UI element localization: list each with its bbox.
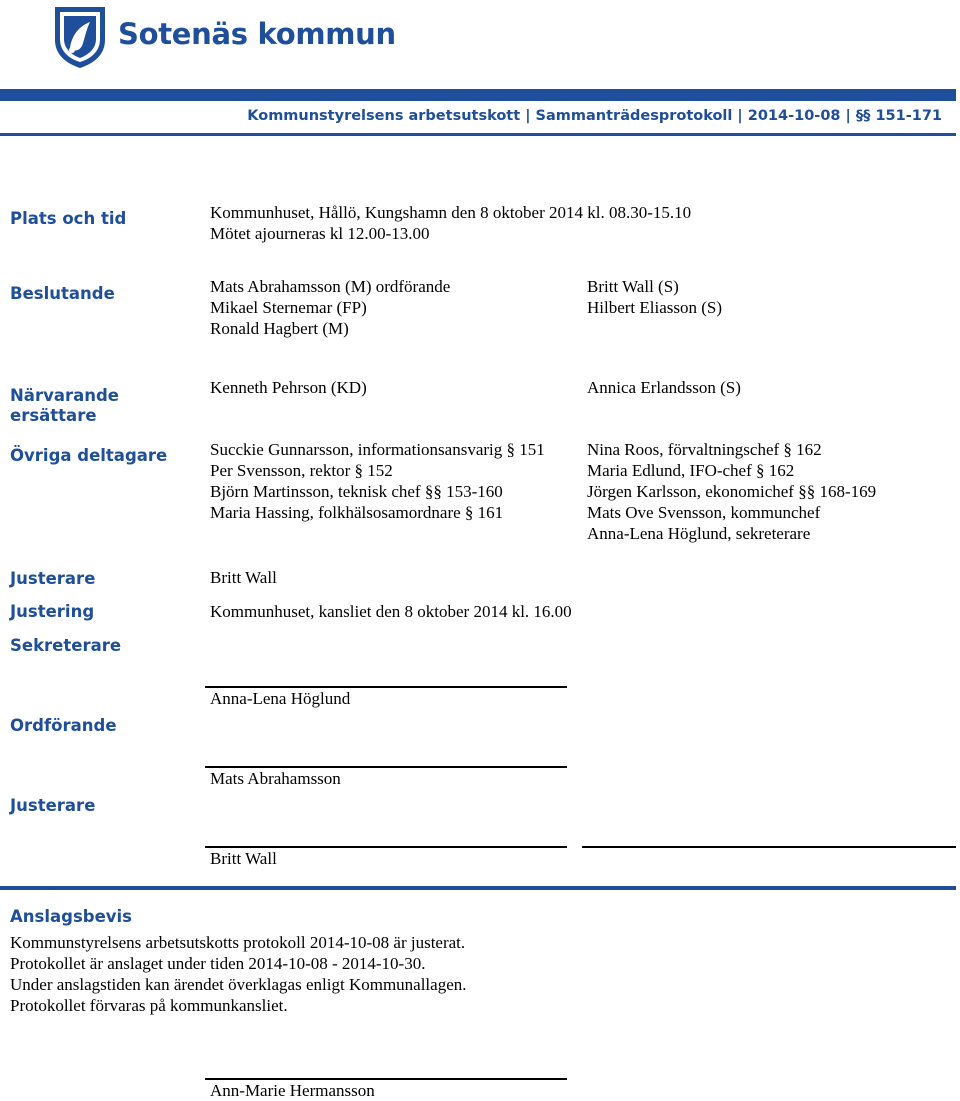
beslutande-left [210,276,450,339]
plats-value [210,202,691,244]
justering-label: Justering [10,602,95,621]
ovriga-left [210,439,545,523]
coat-of-arms-icon [52,4,108,70]
justerare-label: Justerare [10,569,96,588]
participant: Mats Ove Svensson, kommunchef [587,503,821,522]
ordforande-name: Mats Abrahamsson [210,769,341,788]
anslag-label: Anslagsbevis [10,907,132,926]
narvarande-label [10,386,119,426]
anslag-signer: Ann-Marie Hermansson [210,1081,375,1100]
narvarande-label-line: ersättare [10,406,97,425]
member: Britt Wall (S) [587,277,679,296]
anslag-line: Protokollet är anslaget under tiden 2014-10-08 - 2014-10-30. [10,954,426,973]
anslag-line: Under anslagstiden kan ärendet överklagas enligt Kommunallagen. [10,975,467,994]
sekreterare-name: Anna-Lena Höglund [210,689,351,708]
header-divider [0,133,956,136]
ovriga-label: Övriga deltagare [10,446,168,465]
justerare-value: Britt Wall [210,568,277,587]
narvarande-left: Kenneth Pehrson (KD) [210,378,367,397]
anslag-text [10,932,467,1016]
beslutande-label: Beslutande [10,284,115,303]
participant: Jörgen Karlsson, ekonomichef §§ 168-169 [587,482,877,501]
participant: Per Svensson, rektor § 152 [210,461,393,480]
member: Ronald Hagbert (M) [210,319,349,338]
logo-text: Sotenäs kommun [118,17,396,51]
member: Mats Abrahamsson (M) ordförande [210,277,451,296]
protocol-header: Kommunstyrelsens arbetsutskott | Sammanträdesprotokoll | 2014-10-08 | §§ 151-171 [247,108,942,124]
ovriga-right [587,439,876,544]
participant: Nina Roos, förvaltningschef § 162 [587,440,822,459]
anslag-divider [0,886,956,890]
plats-line: Mötet ajourneras kl 12.00-13.00 [210,224,430,243]
plats-label: Plats och tid [10,209,127,228]
member: Hilbert Eliasson (S) [587,298,723,317]
header-band [0,89,956,101]
narvarande-right: Annica Erlandsson (S) [587,378,741,397]
participant: Succkie Gunnarsson, informationsansvarig § 151 [210,440,545,459]
participant: Maria Hassing, folkhälsosamordnare § 161 [210,503,504,522]
ordforande-label: Ordförande [10,716,117,735]
narvarande-label-line: Närvarande [10,386,119,405]
anslag-line: Kommunstyrelsens arbetsutskotts protokoll 2014-10-08 är justerat. [10,933,466,952]
participant: Maria Edlund, IFO-chef § 162 [587,461,795,480]
justerare-name: Britt Wall [210,849,277,868]
justering-value: Kommunhuset, kansliet den 8 oktober 2014 kl. 16.00 [210,602,572,621]
participant: Björn Martinsson, teknisk chef §§ 153-160 [210,482,503,501]
anslag-line: Protokollet förvaras på kommunkansliet. [10,996,288,1015]
signature-line [582,846,956,848]
member: Mikael Sternemar (FP) [210,298,367,317]
plats-line: Kommunhuset, Hållö, Kungshamn den 8 oktober 2014 kl. 08.30-15.10 [210,203,692,222]
beslutande-right [587,276,722,318]
justerare-sign-label: Justerare [10,796,96,815]
sekreterare-label: Sekreterare [10,636,122,655]
participant: Anna-Lena Höglund, sekreterare [587,524,811,543]
